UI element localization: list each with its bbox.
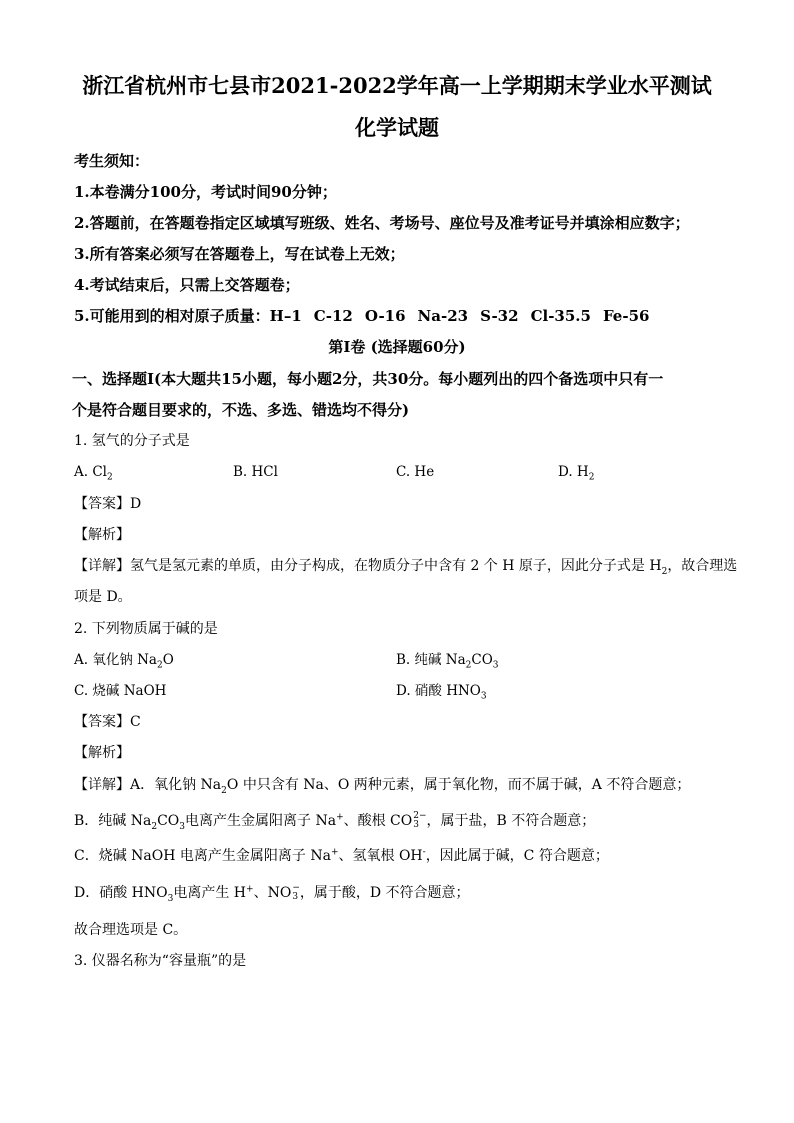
q1-analysis-label: 【解析】 xyxy=(74,527,130,543)
q2-option-b: B. 纯碱 $Na_2CO_3$ xyxy=(396,652,499,671)
q2-detail-line3: C．烧碱 NaOH 电离产生金属阳离子 Na+、氢氧根 OH-，因此属于碱，C 符合题意； xyxy=(74,847,609,864)
q2-answer: 【答案】C xyxy=(74,714,141,730)
mass-h: H–1 xyxy=(269,307,302,325)
section-intro-line1: 一、选择题Ⅰ(本大题共15小题，每小题2分，共30分。每小题列出的四个备选项中只有一 xyxy=(72,370,664,388)
notice-item-3: 3.所有答案必须写在答题卷上，写在试卷上无效； xyxy=(74,245,405,263)
q2-detail-line4: D．硝酸 $HNO_3$电离产生 H+、NO − 3 ，属于酸，D 不符合题意； xyxy=(74,883,470,904)
q2-conclusion: 故合理选项是 C。 xyxy=(74,922,188,938)
q2-analysis-label: 【解析】 xyxy=(74,745,130,761)
page-subtitle: 化学试题 xyxy=(355,115,439,140)
q1-stem: 1. 氢气的分子式是 xyxy=(74,433,190,449)
q2-option-c: C. 烧碱 NaOH xyxy=(74,683,167,699)
q2-detail-line1: 【详解】A．氧化钠 $Na_2O$ 中只含有 Na、O 两种元素，属于氧化物，而不属于碱，A 不符合题意； xyxy=(74,777,691,796)
mass-o: O-16 xyxy=(364,307,406,325)
notice-item-5 xyxy=(74,307,649,325)
section-intro-line2: 个是符合题目要求的，不选、多选、错选均不得分) xyxy=(72,401,410,419)
notice-heading: 考生须知： xyxy=(74,152,150,170)
q2-stem: 2. 下列物质属于碱的是 xyxy=(74,621,218,637)
mass-cl: Cl-35.5 xyxy=(530,307,591,325)
mass-c: C-12 xyxy=(313,307,353,325)
masses-label: 5.可能用到的相对原子质量： xyxy=(74,307,270,325)
q1-option-b: B. HCl xyxy=(233,464,278,480)
q1-option-d: D. $H_2$ xyxy=(558,464,595,483)
mass-s: S-32 xyxy=(480,307,519,325)
q1-option-a: A. $Cl_2$ xyxy=(74,464,113,483)
q2-option-a: A. 氧化钠 $Na_2O$ xyxy=(74,652,174,671)
q1-detail-line2: 项是 D。 xyxy=(74,589,132,605)
q2-option-d: D. 硝酸 $HNO_3$ xyxy=(396,683,487,702)
mass-fe: Fe-56 xyxy=(602,307,650,325)
q1-detail-line1: 【详解】氢气是氢元素的单质，由分子构成，在物质分子中含有 2 个 H 原子，因此分子式是 $H_2$，故合理选 xyxy=(74,558,738,577)
q1-option-c: C. He xyxy=(396,464,435,480)
q3-stem: 3. 仪器名称为“容量瓶”的是 xyxy=(74,953,247,969)
notice-item-4: 4.考试结束后，只需上交答题卷； xyxy=(74,276,300,294)
section-title: 第Ⅰ卷 (选择题60分) xyxy=(328,338,466,356)
q2-detail-line2: B．纯碱 $Na_2CO_3$电离产生金属阳离子 Na+、酸根 CO 2− 3 ，属于盐，B 不符合题意； xyxy=(74,811,596,832)
notice-item-1: 1.本卷满分100分，考试时间90分钟； xyxy=(74,183,337,201)
notice-item-2: 2.答题前，在答题卷指定区域填写班级、姓名、考场号、座位号及准考证号并填涂相应数字； xyxy=(74,214,690,232)
page-title: 浙江省杭州市七县市2021-2022学年高一上学期期末学业水平测试 xyxy=(82,73,712,98)
mass-na: Na-23 xyxy=(417,307,469,325)
q1-answer: 【答案】D xyxy=(74,496,142,512)
